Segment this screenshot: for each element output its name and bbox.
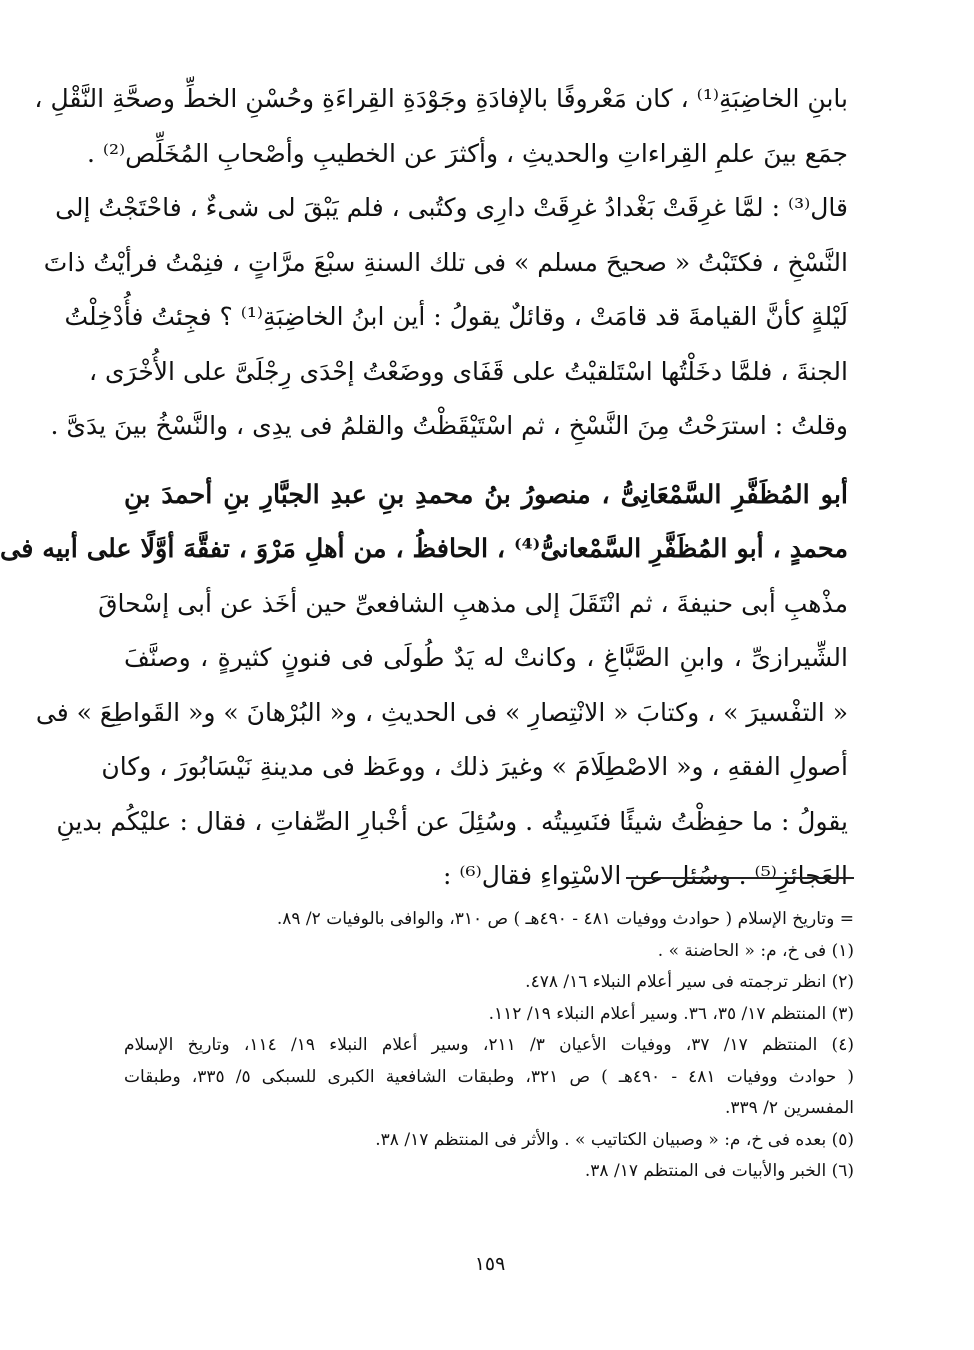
footnote-line: (٦) الخبر والأبيات فى المنتظم ١٧/ ٣٨.	[584, 1161, 854, 1181]
biography-heading: أبو المُظَفَّرِ السَّمْعَانِىُّ ، منصورُ بنُ محمدِ بنِ عبدِ الجبَّارِ بنِ أحمدَ بنِ	[124, 479, 848, 510]
text-line: جمَع بينَ علمِ القِراءاتِ والحديثِ ، وأكثرَ عن الخطيبِ وأصْحابِ المُخَلِّص⁽²⁾ .	[86, 138, 848, 168]
text-line: يقولُ : ما حفِظْتُ شيئًا فنَسِيتُه . وسُئِلَ عن أخْبارِ الصِّفاتِ ، فقال : عليْكُم بدينِ	[56, 806, 848, 836]
text-line: الجنةَ ، فلمَّا دخَلْتُها اسْتَلقيْتُ على قَفَاى ووضَعْتُ إحْدَى رِجْلَىَّ على الأُخْرَى ،	[88, 356, 848, 386]
footnote-line: (١) فى خ، م: « الحاضنة » .	[657, 940, 854, 961]
footnote-line: (٣) المنتظم ١٧/ ٣٥، ٣٦. وسير أعلام النبلاء ١٩/ ١١٢.	[488, 1003, 854, 1024]
biography-heading: محمدٍ ، أبو المُظَفَّرِ السَّمْعانىُّ⁽⁴⁾ ، الحافظُ ، من أهلِ مَرْوَ ، تفقَّهَ أوَّلًا على أبيه فى	[0, 534, 848, 564]
main-text	[0, 72, 848, 904]
text-line: أصولِ الفقهِ ، و« الاصْطِلَامَ » وغيرَ ذلك ، ووعَظ فى مدينةِ نَيْسَابُورَ ، وكان	[101, 752, 848, 781]
text-line: قال⁽³⁾ : لمَّا غرِقَتْ بَغْدادُ غرِقَتْ دارِى وكتُبى ، فلم يَبْقَ لى شىءٌ ، فاحْتَجْتُ إلى	[55, 193, 848, 222]
text-line: النَّسْخِ ، فكتَبْتُ « صحيحَ مسلم » فى تلك السنةِ سبْعَ مرَّاتٍ ، فنِمْتُ فرأيْتُ ذاتَ	[43, 247, 848, 277]
footnote-separator	[626, 877, 854, 879]
page-number: ١٥٩	[474, 1253, 506, 1275]
footnote-line: المفسرين ٢/ ٣٣٩.	[724, 1098, 854, 1118]
paragraph-gap	[124, 454, 848, 468]
text-line: الشِّيرازىِّ ، وابنِ الصَّبَّاغِ ، وكانتْ له يَدٌ طُولَى فى فنونٍ كثيرةٍ ، وصنَّفَ	[124, 643, 848, 672]
footnote-line: (٤) المنتظم ١٧/ ٣٧، ووفيات الأعيان ٣/ ٢١١، وسير أعلام النبلاء ١٩/ ١١٤، وتاريخ الإسلام	[124, 1035, 854, 1055]
footnote-line: ( حوادث ووفيات ٤٨١ - ٤٩٠هـ ) ص ٣٢١، وطبقات الشافعية الكبرى للسبكى ٥/ ٣٣٥، وطبقات	[124, 1066, 854, 1087]
footnote-line: (٥) بعده فى خ، م: « وصبيان الكتاتيب » . والأثر فى المنتظم ١٧/ ٣٨.	[375, 1129, 854, 1150]
text-line: العَجائزِ⁽⁵⁾ . وسُئل عن الاسْتِواءِ فقال⁽⁶⁾ :	[443, 861, 848, 890]
footnote-line: (٢) انظر ترجمته فى سير أعلام النبلاء ١٦/ ٤٧٨.	[525, 972, 854, 992]
text-line: وقلتُ : استرَحْتُ مِنَ النَّسْخِ ، ثم اسْتَيْقَظْتُ والقلمُ فى يدِى ، والنَّسْخُ بينَ يدَىَّ .	[50, 411, 848, 440]
text-line: مذْهبِ أبى حنيفةَ ، ثم انْتَقَلَ إلى مذهبِ الشافعىِّ حين أخَذ عن أبى إسْحاقَ	[98, 588, 848, 618]
text-line: لَيْلةٍ كأنَّ القيامةَ قد قامَتْ ، وقائلٌ يقولُ : أين ابنُ الخاضِبَةِ⁽¹⁾ ؟ فجِئتُ فأُدْخِلْتُ	[64, 302, 848, 331]
footnotes	[124, 904, 854, 1188]
text-line: بابنِ الخاضِبَةِ⁽¹⁾ ، كان مَعْروفًا بالإفادَةِ وجَوْدَةِ القِراءَةِ وحُسْنِ الخطِّ وصحَّةِ النَّقْلِ ،	[34, 84, 848, 113]
footnote-line: = وتاريخ الإسلام ( حوادث ووفيات ٤٨١ - ٤٩٠هـ ) ص ٣١٠، والوافى بالوفيات ٢/ ٨٩.	[276, 909, 854, 929]
text-line: « التفْسيرَ » ، وكتابَ « الانْتِصارِ » فى الحديثِ ، و« البُرْهانَ » و« القَواطِعَ » فى	[35, 697, 848, 727]
